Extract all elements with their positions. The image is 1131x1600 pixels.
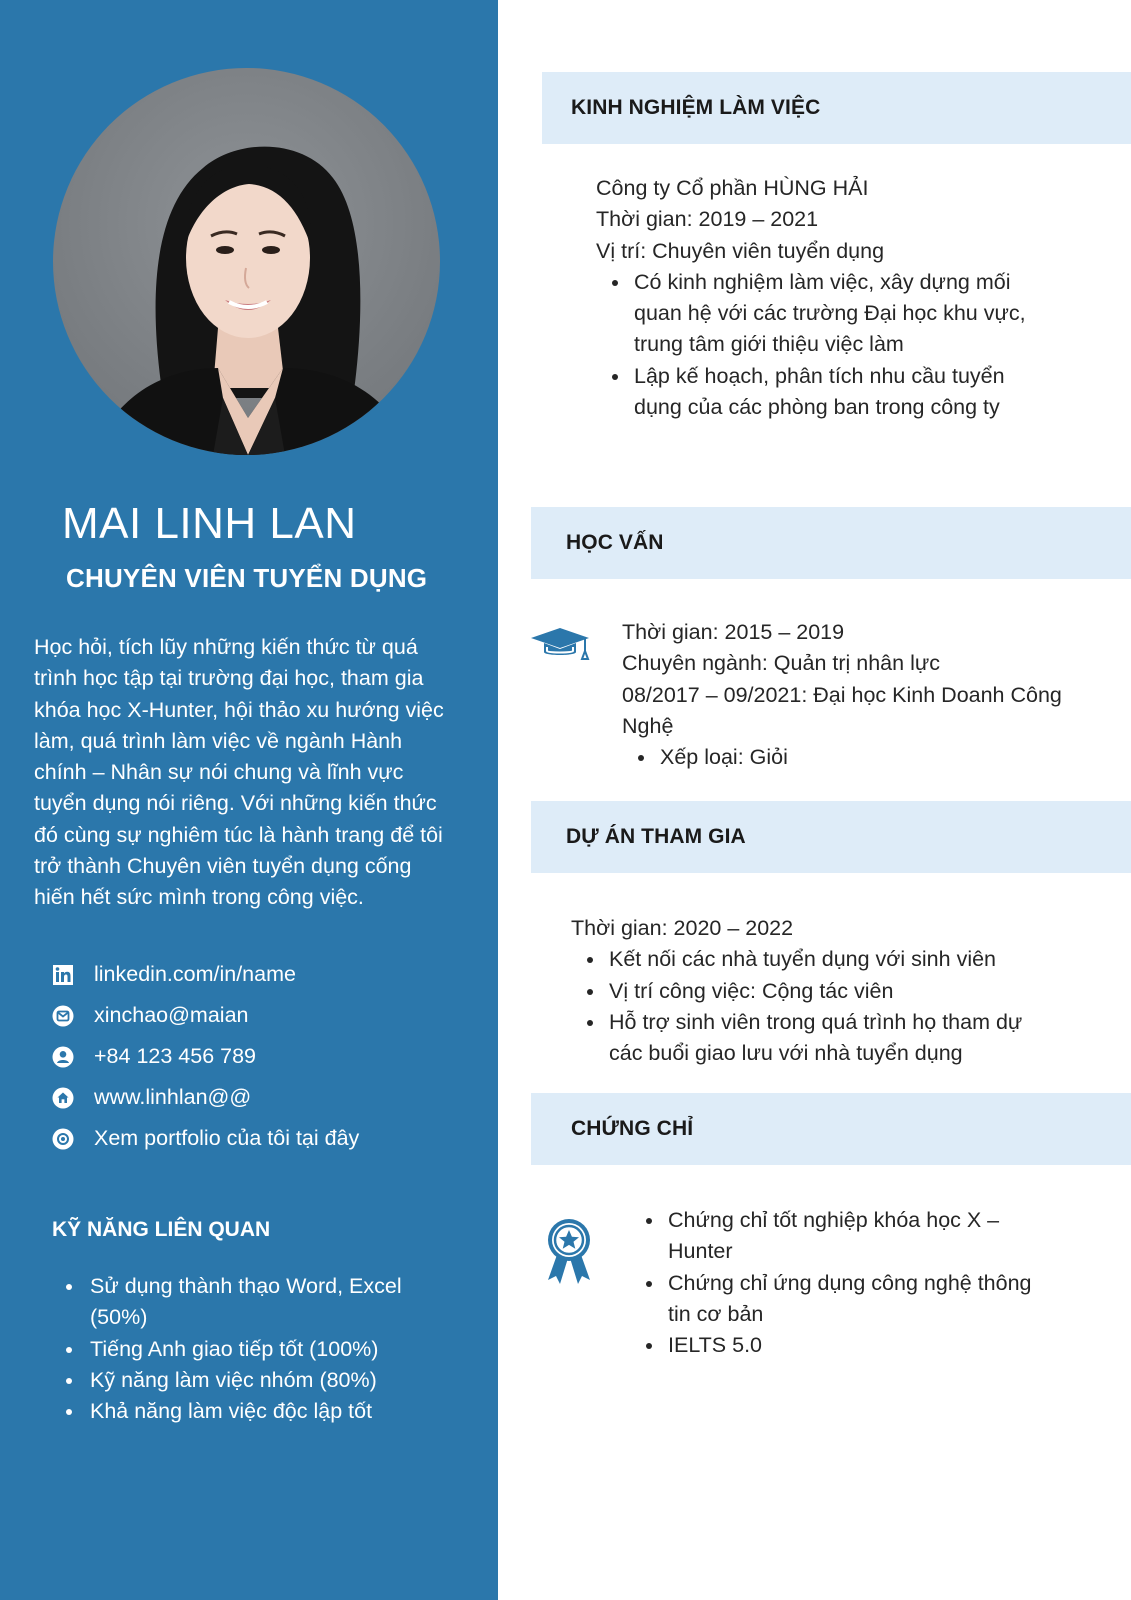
education-period: Thời gian: 2015 – 2019	[622, 620, 845, 644]
projects-bullets	[571, 944, 1061, 1069]
contact-phone-text: +84 123 456 789	[94, 1044, 257, 1068]
award-ribbon-icon	[544, 1218, 594, 1286]
graduation-cap-icon	[531, 626, 591, 666]
experience-section-header	[542, 72, 1131, 144]
certificate-bullet: Chứng chỉ tốt nghiệp khóa học X – Hunter	[630, 1205, 1060, 1268]
skill-item: Khả năng làm việc độc lập tốt	[62, 1396, 452, 1427]
education-major: Chuyên ngành: Quản trị nhân lực	[622, 651, 940, 676]
experience-heading: KINH NGHIỆM LÀM VIỆC	[571, 96, 821, 119]
profile-photo	[53, 68, 440, 455]
home-icon	[52, 1087, 74, 1109]
education-section-header	[531, 507, 1131, 579]
certificates-bullets	[630, 1205, 1060, 1361]
experience-section-body	[596, 173, 1036, 423]
project-bullet: Vị trí công việc: Cộng tác viên	[571, 976, 1061, 1007]
contact-email-text: xinchao@maian	[94, 1003, 249, 1027]
linkedin-icon	[52, 964, 74, 986]
skill-item: Kỹ năng làm việc nhóm (80%)	[62, 1365, 452, 1396]
eye-icon	[52, 1128, 74, 1150]
experience-position: Vị trí: Chuyên viên tuyển dụng	[596, 238, 885, 263]
experience-company: Công ty Cổ phần HÙNG HẢI	[596, 176, 869, 200]
contact-linkedin-text: linkedin.com/in/name	[94, 962, 296, 986]
skills-list	[62, 1271, 452, 1427]
project-bullet: Hỗ trợ sinh viên trong quá trình họ tham dự các buổi giao lưu với nhà tuyển dụng	[571, 1007, 1061, 1070]
certificates-section-header	[531, 1093, 1131, 1165]
experience-bullet: Có kinh nghiệm làm việc, xây dựng mối quan hệ với các trường Đại học khu vực, trung tâm giới thiệu việc làm	[596, 267, 1036, 361]
contact-portfolio-text: Xem portfolio của tôi tại đây	[94, 1126, 360, 1150]
contact-list	[52, 954, 359, 1159]
projects-section-body	[571, 913, 1061, 1069]
education-bullet: Xếp loại: Giỏi	[622, 742, 1062, 773]
projects-period: Thời gian: 2020 – 2022	[571, 916, 794, 940]
certificate-bullet: Chứng chỉ ứng dụng công nghệ thông tin cơ bản	[630, 1268, 1060, 1331]
contact-linkedin[interactable]	[52, 954, 359, 995]
certificates-section-body	[630, 1205, 1060, 1361]
contact-phone[interactable]	[52, 1036, 359, 1077]
email-icon	[52, 1005, 74, 1027]
candidate-name: MAI LINH LAN	[62, 499, 357, 548]
skill-item: Sử dụng thành thạo Word, Excel (50%)	[62, 1271, 452, 1334]
education-section-body	[622, 617, 1062, 773]
skill-item: Tiếng Anh giao tiếp tốt (100%)	[62, 1334, 452, 1365]
certificate-bullet: IELTS 5.0	[630, 1330, 1060, 1361]
contact-website-text: www.linhlan@@	[94, 1085, 252, 1109]
education-heading: HỌC VẤN	[566, 531, 664, 554]
projects-heading: DỰ ÁN THAM GIA	[566, 825, 746, 848]
projects-section-header	[531, 801, 1131, 873]
candidate-job-title: CHUYÊN VIÊN TUYỂN DỤNG	[66, 563, 428, 593]
person-icon	[52, 1046, 74, 1068]
portrait-illustration	[53, 68, 440, 455]
sidebar	[0, 0, 498, 1600]
contact-website[interactable]	[52, 1077, 359, 1118]
education-school: 08/2017 – 09/2021: Đại học Kinh Doanh Công Nghệ	[622, 682, 1062, 738]
contact-portfolio[interactable]	[52, 1118, 359, 1159]
project-bullet: Kết nối các nhà tuyển dụng với sinh viên	[571, 944, 1061, 975]
experience-period: Thời gian: 2019 – 2021	[596, 207, 819, 232]
experience-bullets	[596, 267, 1036, 423]
profile-summary: Học hỏi, tích lũy những kiến thức từ quá trình học tập tại trường đại học, tham gia khóa học X-Hunter, hội thảo xu hướng việc làm, quá trình làm việc về ngành Hành chính – Nhân sự nói chung và lĩnh vực tuyển dụng nói riêng. Với những kiến thức đó cùng sự nghiêm túc là hành trang để tôi trở thành Chuyên viên tuyển dụng cống hiến hết sức mình trong công việc.	[34, 635, 444, 910]
skills-heading: KỸ NĂNG LIÊN QUAN	[52, 1218, 271, 1241]
experience-bullet: Lập kế hoạch, phân tích nhu cầu tuyển dụng của các phòng ban trong công ty	[596, 361, 1036, 424]
contact-email[interactable]	[52, 995, 359, 1036]
education-bullets	[622, 742, 1062, 773]
certificates-heading: CHỨNG CHỈ	[571, 1117, 694, 1140]
